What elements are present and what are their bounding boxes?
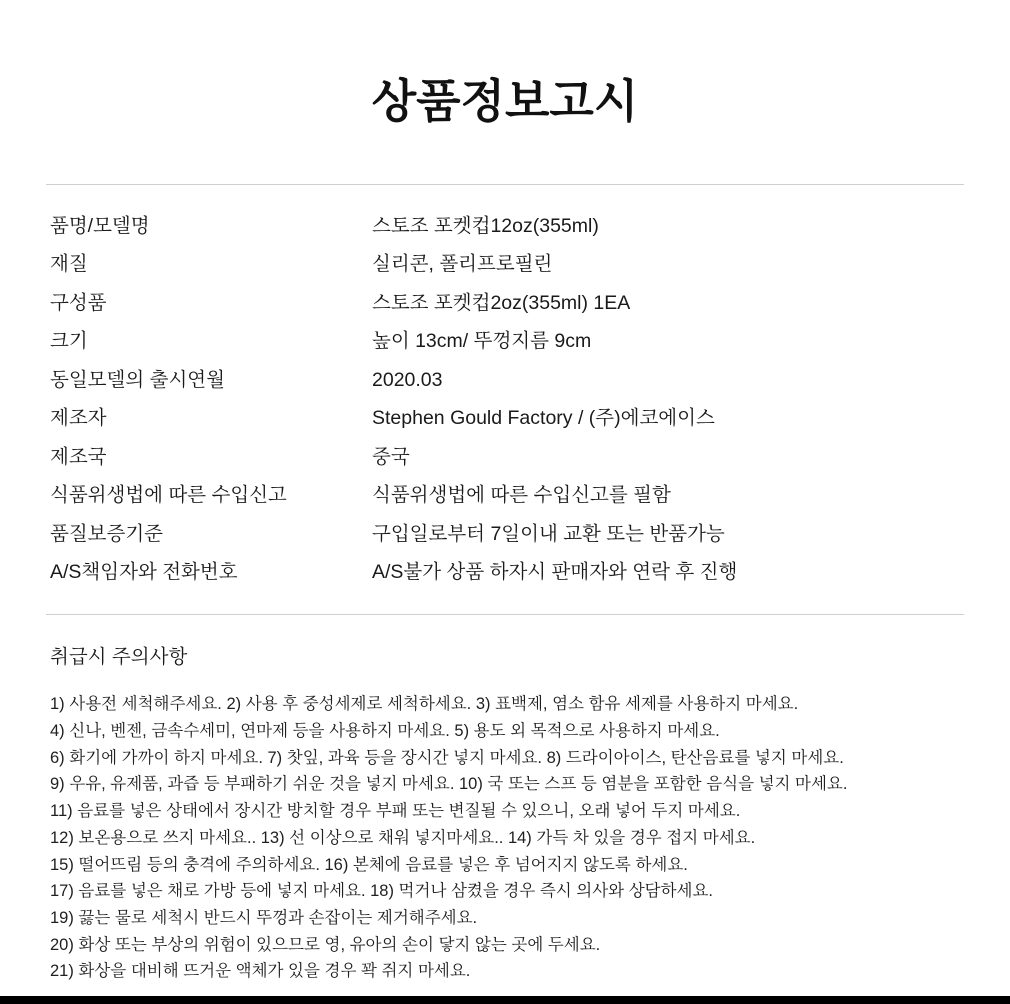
list-item: 6) 화기에 가까이 하지 마세요. 7) 찻잎, 과육 등을 장시간 넣지 마세요. 8) 드라이아이스, 탄산음료를 넣지 마세요.	[50, 748, 844, 767]
spec-value: 구입일로부터 7일이내 교환 또는 반품가능	[372, 522, 725, 545]
spec-value: 식품위생법에 따른 수입신고를 필함	[372, 484, 671, 507]
list-item: 21) 화상을 대비해 뜨거운 액체가 있을 경우 꽉 쥐지 마세요.	[50, 962, 471, 981]
list-item: 20) 화상 또는 부상의 위험이 있으므로 영, 유아의 손이 닿지 않는 곳에 두세요.	[50, 935, 601, 954]
spec-value: A/S불가 상품 하자시 판매자와 연락 후 진행	[372, 561, 738, 584]
spec-value: Stephen Gould Factory / (주)에코에이스	[372, 407, 715, 430]
table-row	[46, 438, 964, 477]
spec-label: 품질보증기준	[50, 522, 164, 545]
page-title: 상품정보고시	[371, 75, 639, 127]
list-item: 11) 음료를 넣은 상태에서 장시간 방치할 경우 부패 또는 변질될 수 있으니, 오래 넣어 두지 마세요.	[50, 802, 741, 821]
spec-value: 2020.03	[372, 368, 443, 391]
table-row	[46, 400, 964, 439]
spec-label: 식품위생법에 따른 수입신고	[50, 484, 287, 507]
spec-label: 크기	[50, 330, 88, 353]
list-item: 4) 신나, 벤젠, 금속수세미, 연마제 등을 사용하지 마세요. 5) 용도 외 목적으로 사용하지 마세요.	[50, 721, 720, 740]
list-item: 9) 우유, 유제품, 과즙 등 부패하기 쉬운 것을 넣지 마세요. 10) 국 또는 스프 등 염분을 포함한 음식을 넣지 마세요.	[50, 775, 848, 794]
footer-bar	[0, 996, 1010, 1004]
spec-label: A/S책임자와 전화번호	[50, 561, 238, 584]
spec-label: 구성품	[50, 291, 107, 314]
table-row	[46, 246, 964, 285]
table-row	[46, 477, 964, 516]
table-row	[46, 361, 964, 400]
spec-label: 제조자	[50, 407, 107, 430]
table-row	[46, 554, 964, 593]
spec-value: 중국	[372, 445, 410, 468]
table-row	[46, 284, 964, 323]
spec-table-body	[46, 207, 964, 592]
table-row	[46, 323, 964, 362]
list-item: 15) 떨어뜨림 등의 충격에 주의하세요. 16) 본체에 음료를 넣은 후 넘어지지 않도록 하세요.	[50, 855, 688, 874]
spec-label: 동일모델의 출시연월	[50, 368, 225, 391]
list-item: 17) 음료를 넣은 채로 가방 등에 넣지 마세요. 18) 먹거나 삼켰을 경우 즉시 의사와 상담하세요.	[50, 882, 713, 901]
spec-label: 재질	[50, 253, 88, 276]
caution-heading: 취급시 주의사항	[50, 646, 188, 669]
spec-label: 제조국	[50, 445, 107, 468]
list-item: 1) 사용전 세척해주세요. 2) 사용 후 중성세제로 세척하세요. 3) 표백제, 염소 함유 세제를 사용하지 마세요.	[50, 695, 799, 714]
spec-value: 높이 13cm/ 뚜껑지름 9cm	[372, 330, 592, 353]
list-item: 12) 보온용으로 쓰지 마세요.. 13) 선 이상으로 채워 넣지마세요.. 14) 가득 차 있을 경우 접지 마세요.	[50, 828, 756, 847]
caution-list	[50, 691, 964, 985]
table-row	[46, 207, 964, 246]
spec-label: 품명/모델명	[50, 214, 150, 237]
product-spec-table	[46, 207, 964, 592]
spec-value: 실리콘, 폴리프로필린	[372, 253, 553, 276]
divider-middle	[46, 614, 964, 615]
table-row	[46, 515, 964, 554]
divider-top	[46, 184, 964, 185]
spec-value: 스토조 포켓컵2oz(355ml) 1EA	[372, 291, 631, 314]
spec-value: 스토조 포켓컵12oz(355ml)	[372, 214, 599, 237]
list-item: 19) 끓는 물로 세척시 반드시 뚜껑과 손잡이는 제거해주세요.	[50, 908, 478, 927]
